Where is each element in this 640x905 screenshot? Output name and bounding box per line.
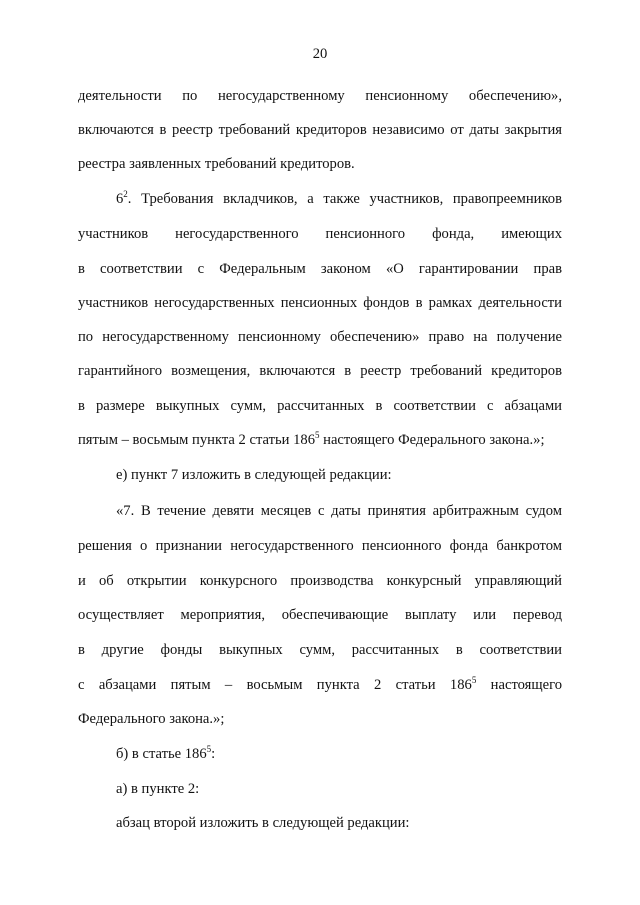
text-line: участников негосударственного пенсионного фонда, имеющих: [78, 226, 562, 242]
paragraph-start-line: «7. В течение девяти месяцев с даты принятия арбитражным судом: [116, 503, 562, 519]
line-text: с абзацами пятым – восьмым пункта 2 статьи 186: [78, 677, 472, 693]
line-text: 6: [116, 191, 124, 207]
line-text: настоящего: [476, 677, 562, 693]
text-line: решения о признании негосударственного пенсионного фонда банкротом: [78, 538, 562, 554]
text-line: деятельности по негосударственному пенсионному обеспечению»,: [78, 88, 562, 104]
superscript: 5: [315, 430, 320, 440]
text-line: реестра заявленных требований кредиторов.: [78, 156, 355, 172]
text-line: в соответствии с Федеральным законом «О гарантировании прав: [78, 261, 562, 277]
line-text: . Требования вкладчиков, а также участников, правопреемников: [127, 191, 562, 207]
text-line: [78, 676, 562, 694]
superscript: 2: [123, 189, 128, 199]
line-text: :: [211, 746, 216, 762]
superscript: 5: [206, 744, 212, 754]
paragraph-start-line: абзац второй изложить в следующей редакции:: [116, 815, 410, 831]
text-line: участников негосударственных пенсионных фондов в рамках деятельности: [78, 295, 562, 311]
text-line: в другие фонды выкупных сумм, рассчитанных в соответствии: [78, 642, 562, 658]
page-number: 20: [312, 46, 328, 62]
text-line: и об открытии конкурсного производства конкурсный управляющий: [78, 573, 562, 589]
text-line: [78, 431, 562, 449]
text-line: Федерального закона.»;: [78, 711, 225, 727]
text-line: осуществляет мероприятия, обеспечивающие выплату или перевод: [78, 607, 562, 623]
text-line: гарантийного возмещения, включаются в реестр требований кредиторов: [78, 363, 562, 379]
paragraph-start-line: [116, 190, 562, 208]
paragraph-start-line: а) в пункте 2:: [116, 781, 200, 797]
text-line: в размере выкупных сумм, рассчитанных в соответствии с абзацами: [78, 398, 562, 414]
paragraph-start-line: е) пункт 7 изложить в следующей редакции:: [116, 467, 392, 483]
superscript: 5: [471, 675, 477, 685]
line-text: настоящего Федерального закона.»;: [319, 432, 545, 448]
line-text: пятым – восьмым пункта 2 статьи 186: [78, 432, 315, 448]
text-line: включаются в реестр требований кредиторов независимо от даты закрытия: [78, 122, 562, 138]
line-text: б) в статье 186: [116, 746, 207, 762]
text-line: по негосударственному пенсионному обеспечению» право на получение: [78, 329, 562, 345]
paragraph-start-line: [116, 745, 562, 763]
